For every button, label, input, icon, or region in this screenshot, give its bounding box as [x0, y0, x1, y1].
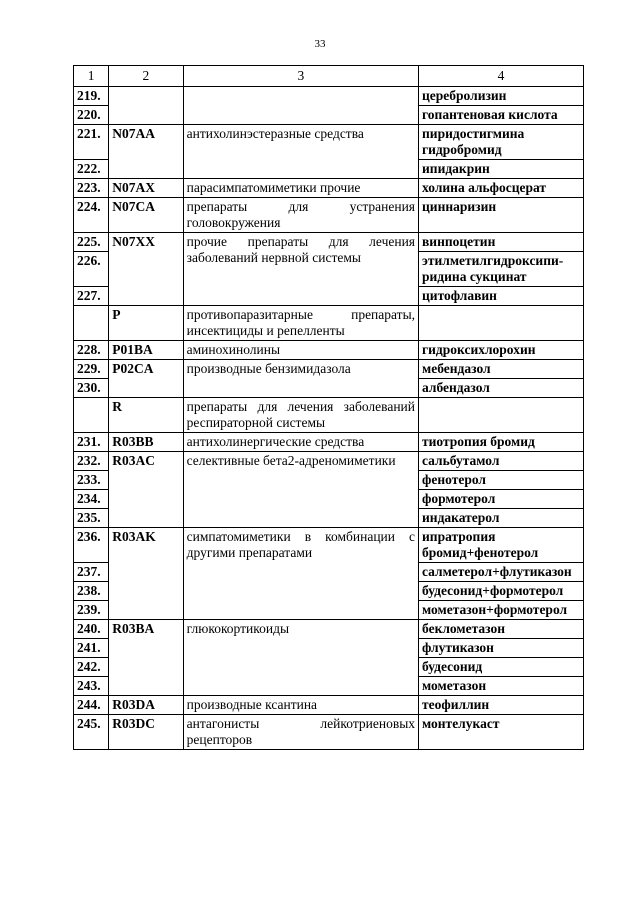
page-number: 33	[314, 38, 326, 50]
header-col-1: 1	[74, 66, 109, 87]
drug-name: флутиказон	[419, 639, 584, 658]
drug-name: сальбутамол	[419, 452, 584, 471]
row-number: 229.	[74, 360, 109, 379]
row-number: 242.	[74, 658, 109, 677]
drug-name: пиридостигмина гидробромид	[419, 125, 584, 160]
row-number: 235.	[74, 509, 109, 528]
table-row	[74, 341, 584, 360]
atc-code: P02CA	[109, 360, 183, 398]
table-row	[74, 696, 584, 715]
drug-name: формотерол	[419, 490, 584, 509]
atc-code: N07XX	[109, 233, 183, 306]
drug-name: этилметилгидроксипи-ридина сукцинат	[419, 252, 584, 287]
drug-name: тиотропия бромид	[419, 433, 584, 452]
row-number: 243.	[74, 677, 109, 696]
table-row	[74, 179, 584, 198]
drug-name: холина альфосцерат	[419, 179, 584, 198]
drug-name: монтелукаст	[419, 715, 584, 750]
drug-name: фенотерол	[419, 471, 584, 490]
row-number: 225.	[74, 233, 109, 252]
table-row	[74, 360, 584, 379]
group-description: глюкокортикоиды	[183, 620, 418, 696]
table-row	[74, 125, 584, 160]
group-description: производные бензимидазола	[183, 360, 418, 398]
table-row	[74, 398, 584, 433]
drug-name: винпоцетин	[419, 233, 584, 252]
group-description: антагонисты лейкотриеновых рецепторов	[183, 715, 418, 750]
drug-name: ипратропия бромид+фенотерол	[419, 528, 584, 563]
drug-name: ипидакрин	[419, 160, 584, 179]
group-description: препараты для устранения головокружения	[183, 198, 418, 233]
row-number: 230.	[74, 379, 109, 398]
row-number: 233.	[74, 471, 109, 490]
row-number: 226.	[74, 252, 109, 287]
group-description: селективные бета2-адреномиметики	[183, 452, 418, 528]
drug-name: гопантеновая кислота	[419, 106, 584, 125]
row-number: 238.	[74, 582, 109, 601]
atc-code: R	[109, 398, 183, 433]
drug-name: индакатерол	[419, 509, 584, 528]
header-col-4: 4	[419, 66, 584, 87]
atc-code: N07AX	[109, 179, 183, 198]
drug-name: цитофлавин	[419, 287, 584, 306]
group-description: аминохинолины	[183, 341, 418, 360]
drug-name: албендазол	[419, 379, 584, 398]
drug-table	[73, 65, 584, 750]
row-number: 221.	[74, 125, 109, 160]
row-number: 220.	[74, 106, 109, 125]
atc-code: N07AA	[109, 125, 183, 179]
drug-name: теофиллин	[419, 696, 584, 715]
atc-code: R03DC	[109, 715, 183, 750]
drug-name: будесонид	[419, 658, 584, 677]
row-number: 227.	[74, 287, 109, 306]
row-number: 231.	[74, 433, 109, 452]
atc-code: R03AK	[109, 528, 183, 620]
table-header-row	[74, 66, 584, 87]
drug-name: циннаризин	[419, 198, 584, 233]
table-row	[74, 198, 584, 233]
group-description: противопаразитарные препараты, инсектициды и репелленты	[183, 306, 418, 341]
row-number: 232.	[74, 452, 109, 471]
group-description: прочие препараты для лечения заболеваний нервной системы	[183, 233, 418, 306]
group-description: производные ксантина	[183, 696, 418, 715]
drug-name: беклометазон	[419, 620, 584, 639]
table-row	[74, 620, 584, 639]
atc-code: N07CA	[109, 198, 183, 233]
atc-code: R03BA	[109, 620, 183, 696]
atc-code: P01BA	[109, 341, 183, 360]
table-row	[74, 233, 584, 252]
group-description: антихолинэстеразные средства	[183, 125, 418, 179]
drug-name: мометазон	[419, 677, 584, 696]
drug-name: гидроксихлорохин	[419, 341, 584, 360]
drug-name: мометазон+формотерол	[419, 601, 584, 620]
atc-code: R03DA	[109, 696, 183, 715]
table-row	[74, 306, 584, 341]
atc-code: R03AC	[109, 452, 183, 528]
row-number: 223.	[74, 179, 109, 198]
drug-name: мебендазол	[419, 360, 584, 379]
table-row	[74, 528, 584, 563]
atc-code	[109, 87, 183, 125]
table-row	[74, 452, 584, 471]
group-description	[183, 87, 418, 125]
row-number: 239.	[74, 601, 109, 620]
row-number: 240.	[74, 620, 109, 639]
table-row	[74, 433, 584, 452]
drug-name: будесонид+формотерол	[419, 582, 584, 601]
drug-name: салметерол+флутиказон	[419, 563, 584, 582]
drug-name: церебролизин	[419, 87, 584, 106]
table-row	[74, 87, 584, 106]
row-number: 228.	[74, 341, 109, 360]
row-number: 224.	[74, 198, 109, 233]
row-number: 219.	[74, 87, 109, 106]
group-description: препараты для лечения заболеваний респираторной системы	[183, 398, 418, 433]
group-description: антихолинергические средства	[183, 433, 418, 452]
atc-code: R03BB	[109, 433, 183, 452]
drug-name	[419, 306, 584, 341]
row-number: 234.	[74, 490, 109, 509]
row-number	[74, 398, 109, 433]
header-col-3: 3	[183, 66, 418, 87]
atc-code: P	[109, 306, 183, 341]
group-description: симпатомиметики в комбинации с другими препаратами	[183, 528, 418, 620]
row-number: 222.	[74, 160, 109, 179]
header-col-2: 2	[109, 66, 183, 87]
drug-name	[419, 398, 584, 433]
row-number: 237.	[74, 563, 109, 582]
row-number: 245.	[74, 715, 109, 750]
group-description: парасимпатомиметики прочие	[183, 179, 418, 198]
table-row	[74, 715, 584, 750]
row-number: 241.	[74, 639, 109, 658]
row-number: 244.	[74, 696, 109, 715]
row-number: 236.	[74, 528, 109, 563]
row-number	[74, 306, 109, 341]
